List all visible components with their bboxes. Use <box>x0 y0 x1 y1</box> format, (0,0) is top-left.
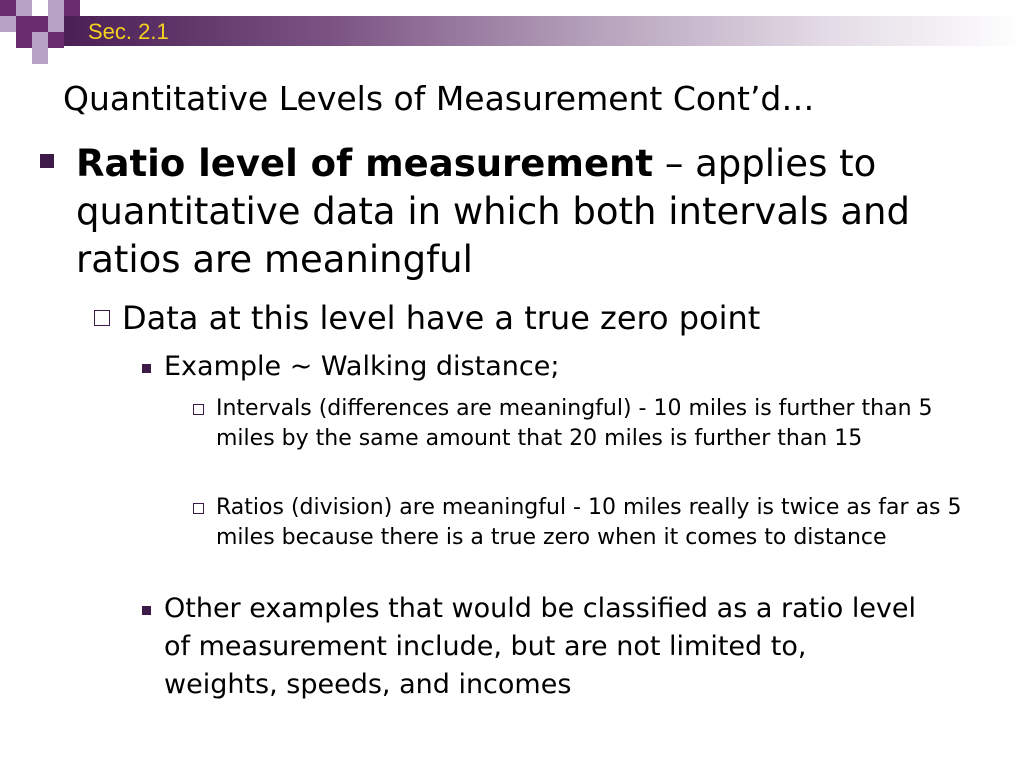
example-bullet: Example ~ Walking distance; <box>164 351 560 382</box>
main-bullet-definition: – applies to quantitative data in which both intervals and ratios are meaningful <box>76 142 910 281</box>
decor-square <box>0 0 16 16</box>
decor-square <box>64 0 80 16</box>
square-bullet-icon <box>142 606 151 615</box>
decor-square <box>32 16 48 32</box>
hollow-square-bullet-icon <box>94 310 110 326</box>
decor-square <box>48 16 64 32</box>
main-bullet <box>76 140 976 284</box>
example-point: Ratios (division) are meaningful - 10 miles really is twice as far as 5 miles because there is a true zero when it comes to distance <box>216 495 962 550</box>
other-examples-bullet: Other examples that would be classified as a ratio level of measurement include, but are not limited to, weights, speeds, and incomes <box>164 593 917 700</box>
decor-square <box>16 16 32 32</box>
decor-square <box>32 32 48 48</box>
sub-bullet: Data at this level have a true zero point <box>122 299 761 337</box>
header-bar <box>64 16 1024 46</box>
example-point: Intervals (differences are meaningful) - 10 miles is further than 5 miles by the same amount that 20 miles is further than 15 <box>216 396 933 451</box>
decor-square <box>48 32 64 48</box>
main-bullet-term: Ratio level of measurement <box>76 142 654 185</box>
decor-square <box>32 48 48 64</box>
section-label: Sec. 2.1 <box>88 19 169 44</box>
hollow-square-bullet-icon <box>193 404 204 415</box>
decor-square <box>16 0 32 16</box>
decor-square <box>48 0 64 16</box>
square-bullet-icon <box>40 154 54 168</box>
decor-square <box>16 32 32 48</box>
square-bullet-icon <box>142 364 151 373</box>
hollow-square-bullet-icon <box>193 503 204 514</box>
slide-title: Quantitative Levels of Measurement Cont’d… <box>63 79 815 118</box>
decor-square <box>0 16 16 32</box>
